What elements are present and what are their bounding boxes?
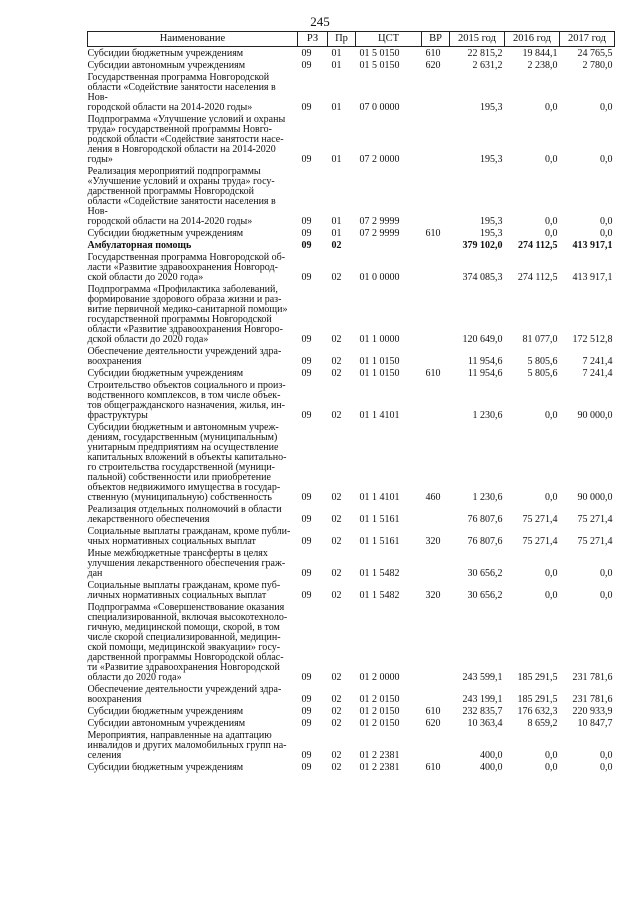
row-value-2017: 0,0 [600, 568, 613, 579]
row-name-line: Реализация мероприятий подпрограммы [87, 166, 261, 177]
row-name-line: Субсидии бюджетным учреждениям [87, 48, 244, 59]
row-value-2016: 75 271,4 [522, 514, 558, 525]
row-value-2015: 379 102,0 [462, 240, 503, 251]
row-cst: 01 1 5161 [359, 536, 400, 547]
row-rz: 09 [301, 154, 312, 165]
table-row [88, 239, 615, 251]
row-rz: 09 [301, 102, 312, 113]
row-value-2016: 185 291,5 [517, 672, 558, 683]
row-value-2015: 30 656,2 [467, 568, 503, 579]
row-name [88, 345, 298, 367]
row-name-line: капитальных вложений в объекты капитально- [87, 452, 287, 463]
row-vr: 320 [425, 590, 441, 601]
row-name-line: дениям, государственным (муниципальным) [87, 432, 278, 443]
row-value-2016: 274 112,5 [518, 240, 558, 251]
row-value-2016: 0,0 [545, 492, 558, 503]
row-value-2015: 1 230,6 [472, 410, 503, 421]
header-2016: 2016 год [505, 32, 560, 47]
row-rz: 09 [301, 240, 312, 251]
row-value-2015: 195,3 [480, 154, 503, 165]
row-cst: 07 2 9999 [359, 228, 400, 239]
row-name [88, 227, 298, 239]
row-name-line: личных нормативных социальных выплат [87, 590, 267, 601]
page-number: 245 [310, 14, 330, 29]
row-value-2016: 0,0 [545, 750, 558, 761]
row-name [88, 761, 298, 773]
row-cst: 01 2 2381 [359, 762, 400, 773]
row-pr: 02 [331, 514, 342, 525]
row-rz: 09 [301, 216, 312, 227]
row-rz: 09 [301, 750, 312, 761]
row-name-line: Строительство объектов социального и произ- [87, 380, 286, 391]
row-name-line: инвалидов и других маломобильных групп на- [87, 740, 287, 751]
row-cst: 07 2 0000 [359, 154, 400, 165]
row-name-line: ти «Развитие здравоохранения Новгородской [87, 662, 280, 673]
row-name-line: Субсидии автономным учреждениям [87, 718, 246, 729]
row-value-2017: 90 000,0 [577, 492, 613, 503]
row-value-2017: 220 933,9 [572, 706, 613, 717]
table-row [88, 579, 615, 601]
row-rz: 09 [301, 228, 312, 239]
row-pr: 02 [331, 240, 342, 251]
table-row [88, 165, 615, 227]
table-row [88, 227, 615, 239]
row-value-2017: 7 241,4 [582, 356, 613, 367]
row-value-2015: 400,0 [480, 750, 503, 761]
row-value-2015: 22 815,2 [467, 48, 503, 59]
row-name-line: объектов недвижимого имущества в государ- [87, 482, 281, 493]
row-name [88, 503, 298, 525]
row-value-2015: 76 807,6 [467, 536, 503, 547]
row-name [88, 59, 298, 71]
row-cst: 07 0 0000 [359, 102, 400, 113]
row-pr: 01 [331, 102, 342, 113]
row-value-2015: 232 835,7 [462, 706, 503, 717]
row-name-line: городской области на 2014-2020 годы» [87, 102, 253, 113]
table-row [88, 761, 615, 773]
row-value-2015: 2 631,2 [472, 60, 503, 71]
row-vr [422, 345, 450, 367]
row-name-line: Субсидии бюджетным и автономным учреж- [87, 422, 279, 433]
row-name-line: Государственная программа Новгородской об- [87, 252, 286, 263]
row-value-2016: 185 291,5 [517, 694, 558, 705]
row-name-line: витие первичной медико-санитарной помощи» [87, 304, 288, 315]
row-name-line: дарственной программы Новгородской облас- [87, 652, 284, 663]
row-name-line: Социальные выплаты гражданам, кроме пуб- [87, 580, 281, 591]
row-cst: 01 1 4101 [359, 410, 400, 421]
row-value-2015: 1 230,6 [472, 492, 503, 503]
row-name [88, 165, 298, 227]
row-vr: 460 [425, 492, 441, 503]
row-value-2015: 11 954,6 [467, 368, 503, 379]
row-value-2015: 243 599,1 [462, 672, 503, 683]
table-row [88, 525, 615, 547]
row-value-2015: 400,0 [480, 762, 503, 773]
row-pr: 02 [331, 762, 342, 773]
row-rz: 09 [301, 718, 312, 729]
row-value-2017: 413 917,1 [572, 240, 613, 251]
row-name-line: Государственная программа Новгородской [87, 72, 270, 83]
row-value-2017: 7 241,4 [582, 368, 613, 379]
row-name-line: ственную (муниципальную) собственность [87, 492, 272, 503]
row-cst: 01 0 0000 [359, 272, 400, 283]
row-value-2016: 5 805,6 [527, 356, 558, 367]
row-pr: 02 [331, 368, 342, 379]
table-header-row [88, 32, 615, 47]
row-name [88, 547, 298, 579]
row-name-line: городской области на 2014-2020 годы» [87, 216, 253, 227]
header-vr: ВР [422, 32, 450, 47]
row-name-line: Иные межбюджетные трансферты в целях [87, 548, 268, 559]
row-name [88, 683, 298, 705]
row-name-line: фраструктуры [87, 410, 148, 421]
row-rz: 09 [301, 60, 312, 71]
row-name-line: гичную, медицинской помощи, скорой, в том [87, 622, 280, 633]
table-row [88, 251, 615, 283]
row-value-2016: 8 659,2 [527, 718, 558, 729]
table-row [88, 47, 615, 60]
row-value-2017: 413 917,1 [572, 272, 613, 283]
row-name-line: годы» [87, 154, 113, 165]
row-name [88, 113, 298, 165]
row-name [88, 379, 298, 421]
row-name-line: унитарным предприятиям на осуществление [87, 442, 279, 453]
row-vr [422, 601, 450, 683]
row-cst [356, 239, 422, 251]
table-row [88, 717, 615, 729]
row-rz: 09 [301, 368, 312, 379]
table-row [88, 503, 615, 525]
row-vr: 610 [425, 762, 441, 773]
row-name [88, 251, 298, 283]
row-pr: 02 [331, 356, 342, 367]
row-pr: 02 [331, 694, 342, 705]
row-value-2017: 0,0 [600, 216, 613, 227]
row-rz: 09 [301, 514, 312, 525]
row-name [88, 283, 298, 345]
row-value-2017: 0,0 [600, 590, 613, 601]
header-rz: РЗ [298, 32, 328, 47]
row-name-line: тов общегражданского назначения, жилья, ин- [87, 400, 285, 411]
row-name-line: ской области до 2020 года» [87, 272, 204, 283]
row-pr: 02 [331, 590, 342, 601]
row-name-line: лекарственного обеспечения [87, 514, 210, 525]
row-value-2017: 2 780,0 [582, 60, 613, 71]
table-row [88, 421, 615, 503]
row-vr [422, 683, 450, 705]
row-value-2015: 374 085,3 [462, 272, 503, 283]
row-name [88, 367, 298, 379]
row-name [88, 47, 298, 60]
row-vr [422, 379, 450, 421]
row-name-line: «Улучшение условий и охраны труда» госу- [87, 176, 275, 187]
table-row [88, 705, 615, 717]
row-value-2017: 24 765,5 [577, 48, 613, 59]
row-value-2016: 81 077,0 [522, 334, 558, 345]
row-rz: 09 [301, 706, 312, 717]
row-pr: 02 [331, 718, 342, 729]
row-cst: 01 2 0150 [359, 706, 400, 717]
row-name-line: Субсидии бюджетным учреждениям [87, 706, 244, 717]
row-name-line: Подпрограмма «Улучшение условий и охраны [87, 114, 286, 125]
row-name-line: области до 2020 года» [87, 672, 182, 683]
row-vr [422, 283, 450, 345]
row-value-2015: 120 649,0 [462, 334, 503, 345]
header-pr: Пр [328, 32, 356, 47]
row-cst: 07 2 9999 [359, 216, 400, 227]
row-vr [422, 165, 450, 227]
header-name: Наименование [88, 32, 298, 47]
row-name-line: Социальные выплаты гражданам, кроме публи- [87, 526, 291, 537]
row-name-line: специализированной, включая высокотехноло- [87, 612, 288, 623]
row-name-line: ской помощи, медицинской эвакуации» госу- [87, 642, 281, 653]
row-cst: 01 1 5482 [359, 590, 400, 601]
row-value-2017: 0,0 [600, 762, 613, 773]
row-pr: 01 [331, 60, 342, 71]
row-cst: 01 1 4101 [359, 492, 400, 503]
row-cst: 01 5 0150 [359, 60, 400, 71]
row-cst: 01 1 0150 [359, 356, 400, 367]
row-name-line: Субсидии бюджетным учреждениям [87, 228, 244, 239]
row-pr: 01 [331, 48, 342, 59]
row-name-line: Амбулаторная помощь [87, 240, 192, 251]
row-value-2017: 231 781,6 [572, 672, 613, 683]
row-name-line: области «Развитие здравоохранения Новгоро- [87, 324, 283, 335]
row-vr: 610 [425, 48, 441, 59]
row-name [88, 601, 298, 683]
row-name-line: го строительства государственной (муници- [87, 462, 275, 473]
row-name-line: ласти «Развитие здравоохранения Новгород- [87, 262, 278, 273]
row-name [88, 71, 298, 113]
row-vr: 620 [425, 718, 441, 729]
row-name [88, 705, 298, 717]
row-rz: 09 [301, 762, 312, 773]
row-name-line: дской области до 2020 года» [87, 334, 209, 345]
row-cst: 01 1 0000 [359, 334, 400, 345]
row-name-line: ления в Новгородской области на 2014-2020 [87, 144, 276, 155]
row-name-line: области «Содействие занятости населения в Нов- [87, 82, 276, 103]
row-value-2015: 10 363,4 [467, 718, 503, 729]
row-rz: 09 [301, 410, 312, 421]
row-value-2016: 0,0 [545, 154, 558, 165]
row-vr [422, 547, 450, 579]
row-rz: 09 [301, 694, 312, 705]
row-name-line: родской области «Содействие занятости насе- [87, 134, 284, 145]
row-value-2016: 0,0 [545, 762, 558, 773]
row-name-line: Подпрограмма «Профилактика заболеваний, [87, 284, 278, 295]
row-pr: 01 [331, 216, 342, 227]
row-name-line: пальной) собственности или приобретение [87, 472, 271, 483]
row-name-line: дан [87, 568, 103, 579]
row-pr: 02 [331, 272, 342, 283]
row-name-line: Субсидии бюджетным учреждениям [87, 368, 244, 379]
row-cst: 01 2 0150 [359, 718, 400, 729]
row-cst: 01 2 2381 [359, 750, 400, 761]
row-pr: 02 [331, 334, 342, 345]
row-value-2015: 243 199,1 [462, 694, 503, 705]
table-row [88, 113, 615, 165]
row-value-2016: 274 112,5 [517, 272, 558, 283]
row-pr: 02 [331, 706, 342, 717]
row-name-line: дарственной программы Новгородской [87, 186, 254, 197]
row-pr: 02 [331, 750, 342, 761]
row-vr: 320 [425, 536, 441, 547]
row-name [88, 239, 298, 251]
row-value-2017: 172 512,8 [572, 334, 613, 345]
row-value-2017: 90 000,0 [577, 410, 613, 421]
table-row [88, 367, 615, 379]
header-2015: 2015 год [450, 32, 505, 47]
table-row [88, 547, 615, 579]
row-pr: 02 [331, 568, 342, 579]
row-value-2016: 0,0 [545, 410, 558, 421]
row-cst: 01 2 0000 [359, 672, 400, 683]
row-name-line: числе скорой специализированной, медицин- [87, 632, 281, 643]
row-cst: 01 5 0150 [359, 48, 400, 59]
row-rz: 09 [301, 48, 312, 59]
row-vr [422, 251, 450, 283]
table-row [88, 379, 615, 421]
row-rz: 09 [301, 536, 312, 547]
row-name-line: Подпрограмма «Совершенствование оказания [87, 602, 285, 613]
row-vr: 610 [425, 368, 441, 379]
row-value-2015: 76 807,6 [467, 514, 503, 525]
row-name-line: Мероприятия, направленные на адаптацию [87, 730, 272, 741]
table-row [88, 729, 615, 761]
row-rz: 09 [301, 334, 312, 345]
row-name-line: воохранения [87, 694, 142, 705]
header-2017: 2017 год [560, 32, 615, 47]
row-name-line: улучшения лекарственного обеспечения граж- [87, 558, 286, 569]
row-vr [422, 729, 450, 761]
row-vr [422, 503, 450, 525]
row-value-2016: 5 805,6 [527, 368, 558, 379]
row-value-2016: 176 632,3 [517, 706, 558, 717]
row-value-2016: 0,0 [545, 228, 558, 239]
table-row [88, 59, 615, 71]
row-value-2015: 195,3 [480, 102, 503, 113]
row-value-2016: 19 844,1 [522, 48, 558, 59]
row-value-2017: 0,0 [600, 228, 613, 239]
row-value-2016: 75 271,4 [522, 536, 558, 547]
row-value-2017: 0,0 [600, 154, 613, 165]
row-name-line: формирование здорового образа жизни и раз- [87, 294, 282, 305]
row-pr: 02 [331, 536, 342, 547]
row-vr: 610 [425, 706, 441, 717]
row-cst: 01 1 0150 [359, 368, 400, 379]
row-name [88, 729, 298, 761]
row-value-2015: 11 954,6 [467, 356, 503, 367]
row-name [88, 525, 298, 547]
row-pr: 01 [331, 228, 342, 239]
budget-table [87, 31, 615, 773]
row-name-line: области «Содействие занятости населения в Нов- [87, 196, 276, 217]
table-row [88, 71, 615, 113]
table-row [88, 283, 615, 345]
row-pr: 02 [331, 492, 342, 503]
row-name-line: Реализация отдельных полномочий в области [87, 504, 282, 515]
row-value-2017: 231 781,6 [572, 694, 613, 705]
row-value-2017: 0,0 [600, 102, 613, 113]
row-rz: 09 [301, 672, 312, 683]
row-value-2016: 0,0 [545, 568, 558, 579]
row-rz: 09 [301, 492, 312, 503]
row-value-2016: 2 238,0 [527, 60, 558, 71]
row-rz: 09 [301, 590, 312, 601]
row-pr: 02 [331, 672, 342, 683]
row-value-2017: 10 847,7 [577, 718, 613, 729]
header-cst: ЦСТ [356, 32, 422, 47]
row-value-2017: 75 271,4 [577, 536, 613, 547]
row-name-line: Субсидии автономным учреждениям [87, 60, 246, 71]
row-name [88, 717, 298, 729]
row-name-line: Обеспечение деятельности учреждений здра- [87, 684, 282, 695]
row-rz: 09 [301, 356, 312, 367]
row-value-2015: 195,3 [480, 228, 503, 239]
row-value-2015: 30 656,2 [467, 590, 503, 601]
row-vr: 620 [425, 60, 441, 71]
row-name-line: воохранения [87, 356, 142, 367]
table-row [88, 345, 615, 367]
row-rz: 09 [301, 568, 312, 579]
row-name-line: чных нормативных социальных выплат [87, 536, 256, 547]
row-cst: 01 1 5161 [359, 514, 400, 525]
row-pr: 02 [331, 410, 342, 421]
row-value-2015: 195,3 [480, 216, 503, 227]
row-name-line: Обеспечение деятельности учреждений здра- [87, 346, 282, 357]
row-name-line: Субсидии бюджетным учреждениям [87, 762, 244, 773]
row-name-line: селения [87, 750, 122, 761]
row-cst: 01 1 5482 [359, 568, 400, 579]
row-value-2016: 0,0 [545, 102, 558, 113]
table-row [88, 683, 615, 705]
row-value-2016: 0,0 [545, 216, 558, 227]
table-row [88, 601, 615, 683]
row-rz: 09 [301, 272, 312, 283]
row-vr: 610 [425, 228, 441, 239]
row-value-2016: 0,0 [545, 590, 558, 601]
table-body [88, 47, 615, 774]
row-vr [422, 239, 450, 251]
row-name-line: государственной программы Новгородской [87, 314, 272, 325]
row-vr [422, 113, 450, 165]
row-name [88, 579, 298, 601]
row-name-line: труда» государственной программы Новго- [87, 124, 272, 135]
row-value-2017: 0,0 [600, 750, 613, 761]
row-name [88, 421, 298, 503]
row-cst: 01 2 0150 [359, 694, 400, 705]
row-name-line: водственного комплексов, в том числе объек- [87, 390, 281, 401]
row-value-2017: 75 271,4 [577, 514, 613, 525]
row-vr [422, 71, 450, 113]
row-pr: 01 [331, 154, 342, 165]
